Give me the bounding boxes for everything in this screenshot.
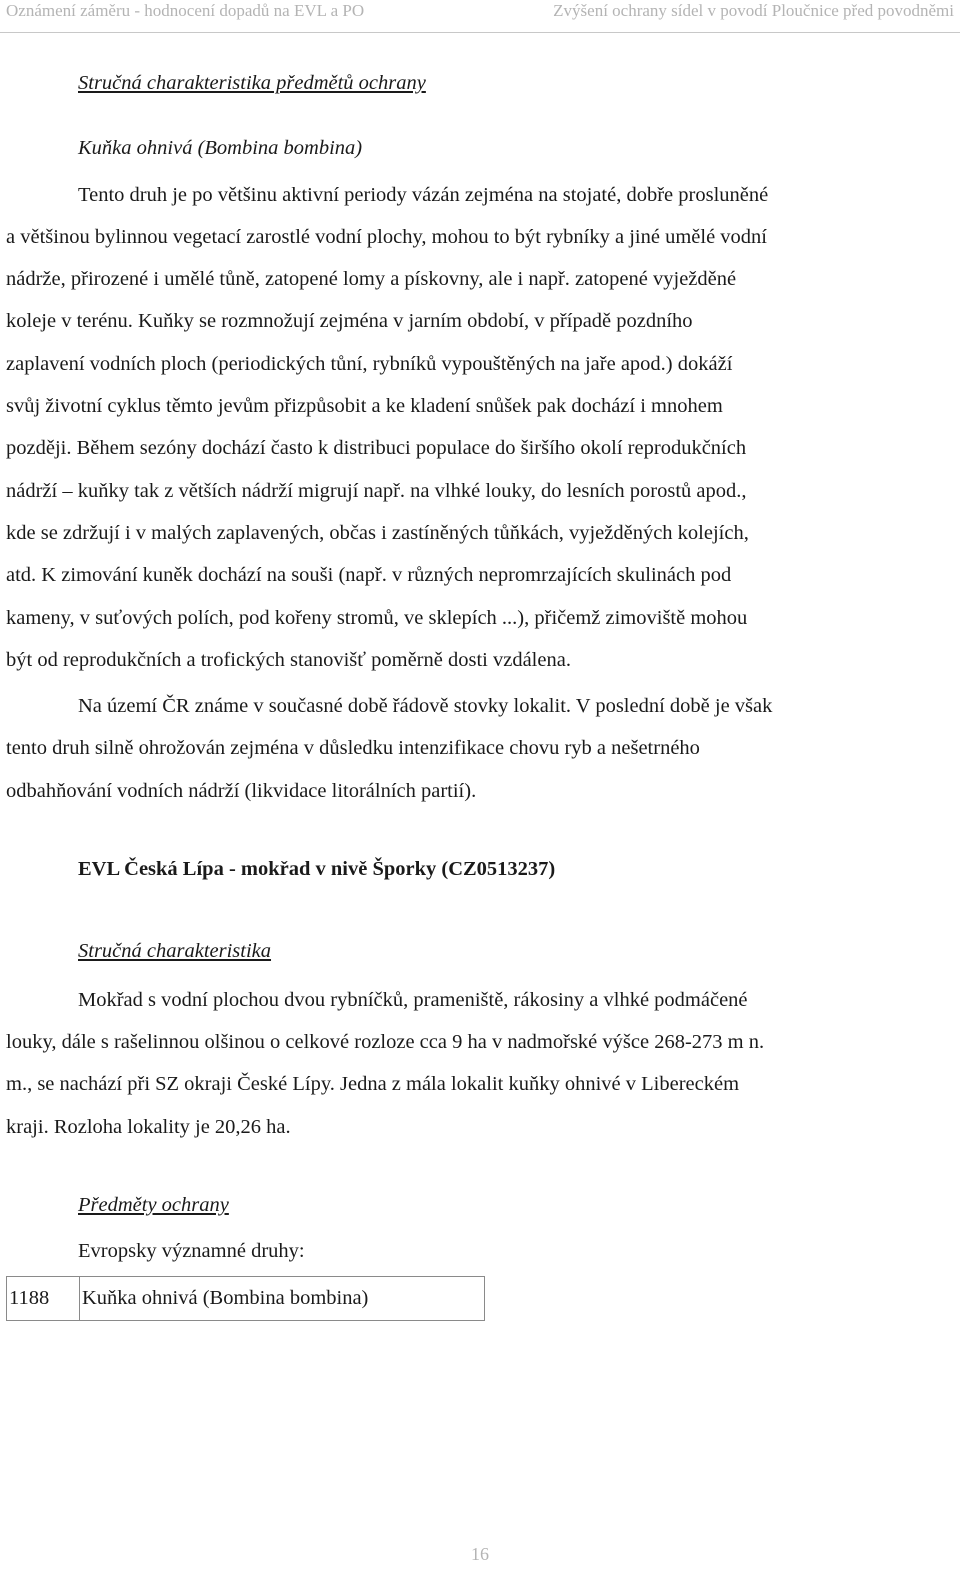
paragraph-line: tento druh silně ohrožován zejména v důsledku intenzifikace chovu ryb a nešetrného [6,737,700,760]
page-number: 16 [471,1544,489,1564]
paragraph-line: svůj životní cyklus těmto jevům přizpůsobit a ke kladení snůšek pak dochází i mnohem [6,395,723,418]
paragraph-line: nádrže, přirozené i umělé tůně, zatopené lomy a pískovny, ale i např. zatopené vyježděné [6,268,737,291]
section-heading-site-characteristics: Stručná charakteristika [78,940,272,963]
table-row [7,1277,485,1320]
paragraph-line: Na území ČR známe v současné době řádově stovky lokalit. V poslední době je však [78,695,773,718]
paragraph-line: a většinou bylinnou vegetací zarostlé vodní plochy, mohou to být rybníky a jiné umělé vodní [6,225,768,248]
species-code-cell: 1188 [7,1277,80,1320]
paragraph-line: odbahňování vodních nádrží (likvidace litorálních partií). [6,779,477,802]
paragraph-line: později. Během sezóny dochází často k distribuci populace do širšího okolí reprodukčních [6,437,747,460]
threat-paragraph [6,685,946,812]
site-title: EVL Česká Lípa - mokřad v nivě Šporky (CZ0513237) [78,858,556,881]
header-project-title: Zvýšení ochrany sídel v povodí Ploučnice před povodněmi [553,1,954,20]
species-name-cell: Kuňka ohnivá (Bombina bombina) [80,1277,485,1320]
species-table [6,1276,485,1320]
species-title: Kuňka ohnivá (Bombina bombina) [78,137,363,160]
species-description-paragraph [6,174,946,682]
paragraph-line: kameny, v suťových polích, pod kořeny stromů, ve sklepích ...), přičemž zimoviště mohou [6,606,748,629]
section-heading-protection-subjects: Předměty ochrany [78,1193,229,1216]
paragraph-line: kde se zdržují i v malých zaplavených, občas i zastíněných tůňkách, vyježděných kolejích, [6,521,749,544]
paragraph-line: zaplavení vodních ploch (periodických tůní, rybníků vypouštěných na jaře apod.) dokáží [6,352,733,375]
site-description-paragraph [6,979,946,1148]
page-header [0,0,960,33]
paragraph-line: být od reprodukčních a trofických stanovišť poměrně dosti vzdálena. [6,648,571,671]
paragraph-line: Mokřad s vodní plochou dvou rybníčků, prameniště, rákosiny a vlhké podmáčené [78,988,748,1011]
header-document-title: Oznámení záměru - hodnocení dopadů na EVL a PO [6,1,365,20]
paragraph-line: louky, dále s rašelinnou olšinou o celkové rozloze cca 9 ha v nadmořské výšce 268-273 m n. [6,1030,765,1053]
paragraph-line: nádrží – kuňky tak z větších nádrží migrují např. na vlhké louky, do lesních porostů apod., [6,479,747,502]
paragraph-line: koleje v terénu. Kuňky se rozmnožují zejména v jarním období, v případě pozdního [6,310,693,333]
paragraph-line: kraji. Rozloha lokality je 20,26 ha. [6,1115,291,1138]
paragraph-line: m., se nachází při SZ okraji České Lípy. Jedna z mála lokalit kuňky ohnivé v Libereckém [6,1073,740,1096]
paragraph-line: atd. K zimování kuněk dochází na souši (např. v různých nepromrzajících skulinách pod [6,564,732,587]
section-heading-characteristics: Stručná charakteristika předmětů ochrany [78,72,426,94]
species-category-label: Evropsky významné druhy: [78,1240,305,1263]
paragraph-line: Tento druh je po většinu aktivní periody vázán zejména na stojaté, dobře prosluněné [78,183,769,206]
document-body [6,62,946,1321]
